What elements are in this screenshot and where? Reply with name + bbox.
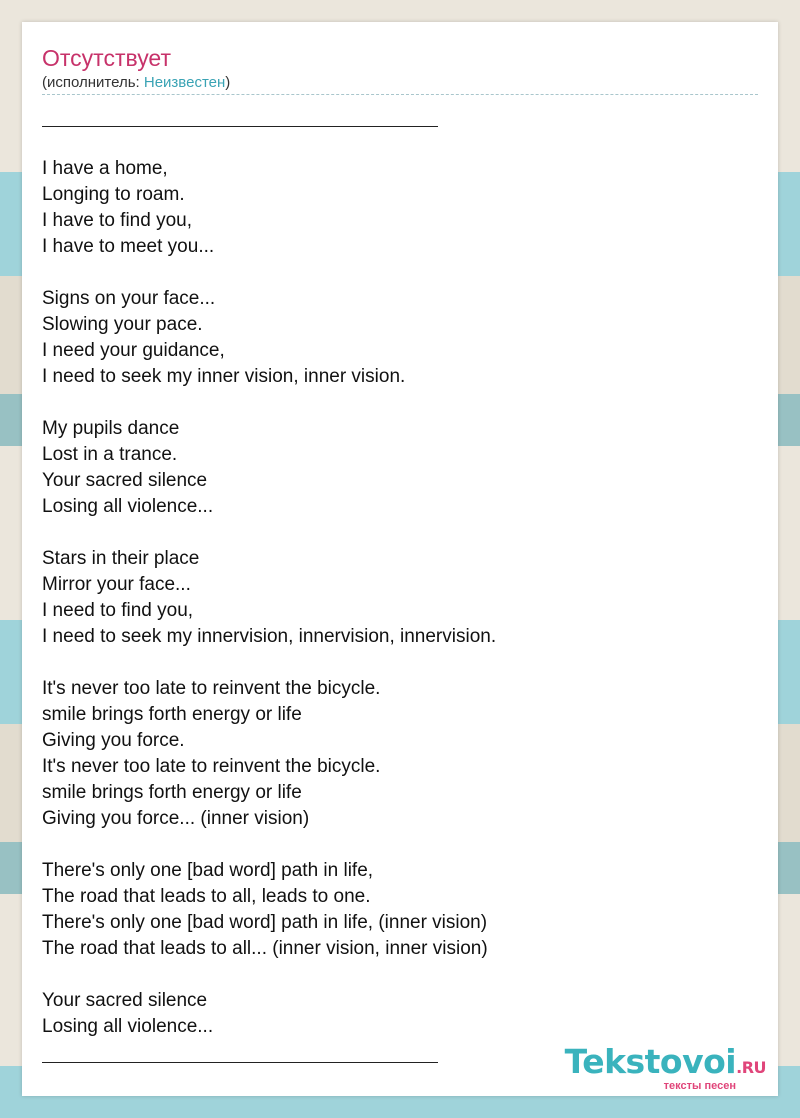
- top-divider: [42, 126, 438, 127]
- artist-link[interactable]: Неизвестен: [143, 74, 226, 91]
- lyric-line: I have to find you,: [42, 210, 192, 231]
- lyric-line: The road that leads to all, leads to one.: [42, 886, 371, 907]
- lyric-line: It's never too late to reinvent the bicycle.: [42, 678, 381, 699]
- lyric-line: Giving you force... (inner vision): [42, 808, 310, 829]
- lyric-line: Giving you force.: [42, 730, 185, 751]
- lyric-line: I have to meet you...: [42, 236, 215, 257]
- lyric-line: My pupils dance: [42, 418, 180, 439]
- lyric-line: Longing to roam.: [42, 184, 185, 205]
- meta-suffix: ): [225, 74, 231, 91]
- stanza-break: [42, 520, 742, 546]
- lyric-line: I need to seek my inner vision, inner vision.: [42, 366, 406, 387]
- meta-prefix: (исполнитель:: [42, 74, 144, 91]
- logo-tld: .RU: [736, 1058, 766, 1077]
- lyric-line: I need to find you,: [42, 600, 194, 621]
- lyric-line: There's only one [bad word] path in life, (inner vision): [42, 912, 488, 933]
- lyric-line: I have a home,: [42, 158, 168, 179]
- logo-name: Tekstovoi: [564, 1042, 737, 1081]
- page-title: Отсутствует: [42, 45, 171, 71]
- lyrics-card: [22, 22, 778, 1096]
- stanza-break: [42, 832, 742, 858]
- stanza-break: [42, 650, 742, 676]
- lyric-line: I need to seek my innervision, innervision, innervision.: [42, 626, 497, 647]
- bottom-divider: [42, 1062, 438, 1063]
- lyric-line: Lost in a trance.: [42, 444, 178, 465]
- site-logo[interactable]: [565, 1044, 766, 1092]
- lyric-line: Stars in their place: [42, 548, 200, 569]
- lyric-line: Your sacred silence: [42, 990, 208, 1011]
- logo-tagline: тексты песен: [663, 1080, 736, 1092]
- stanza-break: [42, 390, 742, 416]
- lyric-line: Losing all violence...: [42, 1016, 214, 1037]
- stanza-break: [42, 962, 742, 988]
- lyric-line: Slowing your pace.: [42, 314, 203, 335]
- lyric-line: Losing all violence...: [42, 496, 214, 517]
- lyric-line: There's only one [bad word] path in life,: [42, 860, 374, 881]
- lyrics-text: [42, 156, 742, 1040]
- lyric-line: Mirror your face...: [42, 574, 191, 595]
- artist-meta: [42, 74, 758, 95]
- stanza-break: [42, 260, 742, 286]
- lyric-line: Your sacred silence: [42, 470, 208, 491]
- lyric-line: The road that leads to all... (inner vision, inner vision): [42, 938, 488, 959]
- lyric-line: smile brings forth energy or life: [42, 782, 302, 803]
- lyric-line: It's never too late to reinvent the bicycle.: [42, 756, 381, 777]
- lyric-line: I need your guidance,: [42, 340, 225, 361]
- lyric-line: smile brings forth energy or life: [42, 704, 302, 725]
- lyric-line: Signs on your face...: [42, 288, 216, 309]
